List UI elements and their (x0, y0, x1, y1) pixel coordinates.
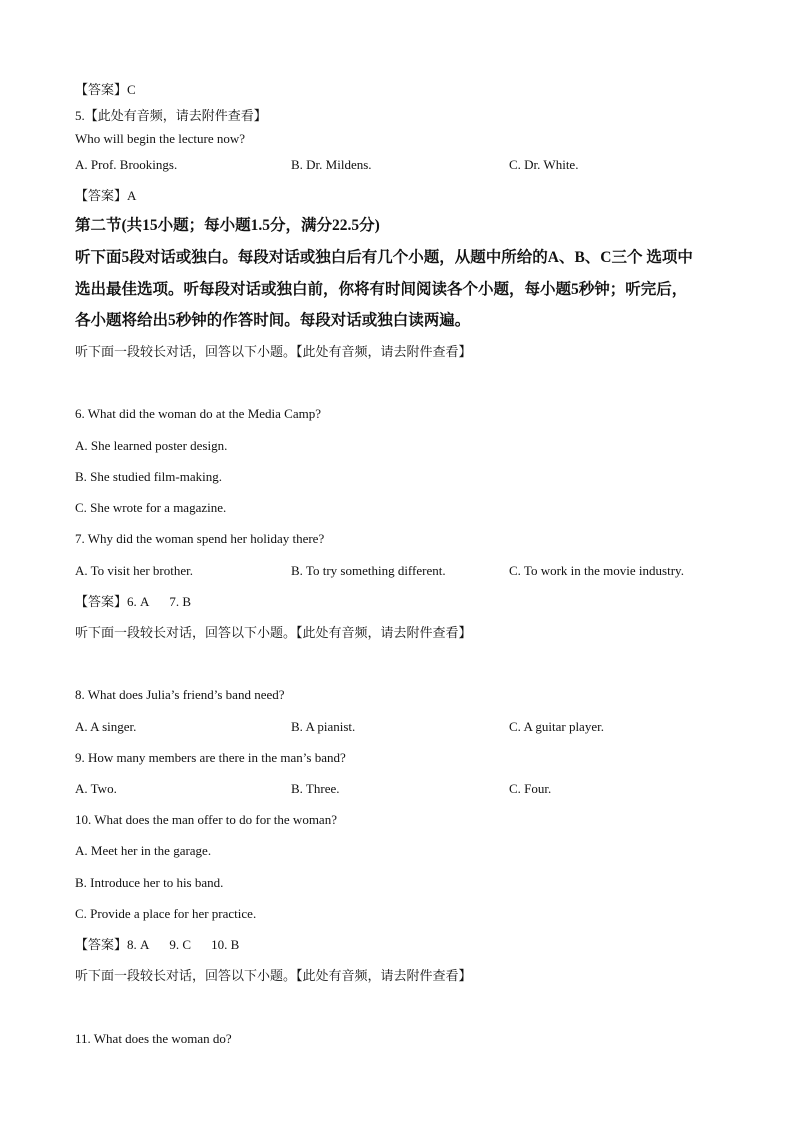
answer-10: 10. B (211, 937, 240, 952)
question-6-option-b: B. She studied film-making. (75, 469, 222, 484)
question-10-option-a: A. Meet her in the garage. (75, 843, 212, 858)
listening-instruction: 听下面一段较长对话，回答以下小题。【此处有音频，请去附件查看】 (75, 625, 472, 640)
option-a: A. To visit her brother. (75, 563, 194, 578)
question-6-option-a: A. She learned poster design. (75, 438, 228, 453)
question-5-options (75, 157, 735, 173)
answer-label: 【答案】A (75, 188, 137, 203)
question-6-option-c: C. She wrote for a magazine. (75, 500, 227, 515)
section-2-instructions-line-2: 选出最佳选项。听每段对话或独白前，你将有时间阅读各个小题，每小题5秒钟；听完后， (75, 281, 688, 298)
option-c: C. To work in the movie industry. (509, 563, 684, 578)
section-2-title: 第二节(共15小题；每小题1.5分，满分22.5分) (75, 217, 380, 234)
answer-6: 【答案】6. A (75, 594, 150, 609)
question-8-text: 8. What does Julia’s friend’s band need? (75, 687, 285, 702)
listening-instruction: 听下面一段较长对话，回答以下小题。【此处有音频，请去附件查看】 (75, 344, 472, 359)
answer-8: 【答案】8. A (75, 937, 150, 952)
option-c: C. Four. (509, 781, 552, 796)
question-10-text: 10. What does the man offer to do for the woman? (75, 812, 337, 827)
question-11-text: 11. What does the woman do? (75, 1031, 232, 1046)
option-c: C. A guitar player. (509, 719, 604, 734)
question-9-text: 9. How many members are there in the man’s band? (75, 750, 346, 765)
option-b: B. Dr. Mildens. (291, 157, 372, 172)
question-5-header: 5.【此处有音频，请去附件查看】 (75, 108, 267, 123)
section-2-instructions-line-3: 各小题将给出5秒钟的作答时间。每段对话或独白读两遍。 (75, 312, 471, 329)
option-b: B. A pianist. (291, 719, 356, 734)
option-a: A. Two. (75, 781, 117, 796)
option-b: B. To try something different. (291, 563, 446, 578)
option-a: A. Prof. Brookings. (75, 157, 178, 172)
answer-7: 7. B (169, 594, 192, 609)
question-5-text: Who will begin the lecture now? (75, 131, 246, 146)
answer-8-10 (75, 937, 239, 953)
question-10-option-c: C. Provide a place for her practice. (75, 906, 257, 921)
question-10-option-b: B. Introduce her to his band. (75, 875, 224, 890)
question-6-text: 6. What did the woman do at the Media Camp? (75, 406, 321, 421)
question-7-text: 7. Why did the woman spend her holiday there? (75, 531, 325, 546)
option-a: A. A singer. (75, 719, 137, 734)
answer-9: 9. C (169, 937, 192, 952)
answer-label: 【答案】C (75, 82, 136, 97)
answer-6-7 (75, 594, 191, 610)
question-7-options (75, 563, 735, 579)
section-2-instructions-line-1: 听下面5段对话或独白。每段对话或独白后有几个小题，从题中所给的A、B、C三个 选项中 (75, 249, 693, 266)
option-c: C. Dr. White. (509, 157, 579, 172)
question-8-options (75, 719, 735, 735)
option-b: B. Three. (291, 781, 340, 796)
listening-instruction: 听下面一段较长对话，回答以下小题。【此处有音频，请去附件查看】 (75, 968, 472, 983)
question-9-options (75, 781, 735, 797)
